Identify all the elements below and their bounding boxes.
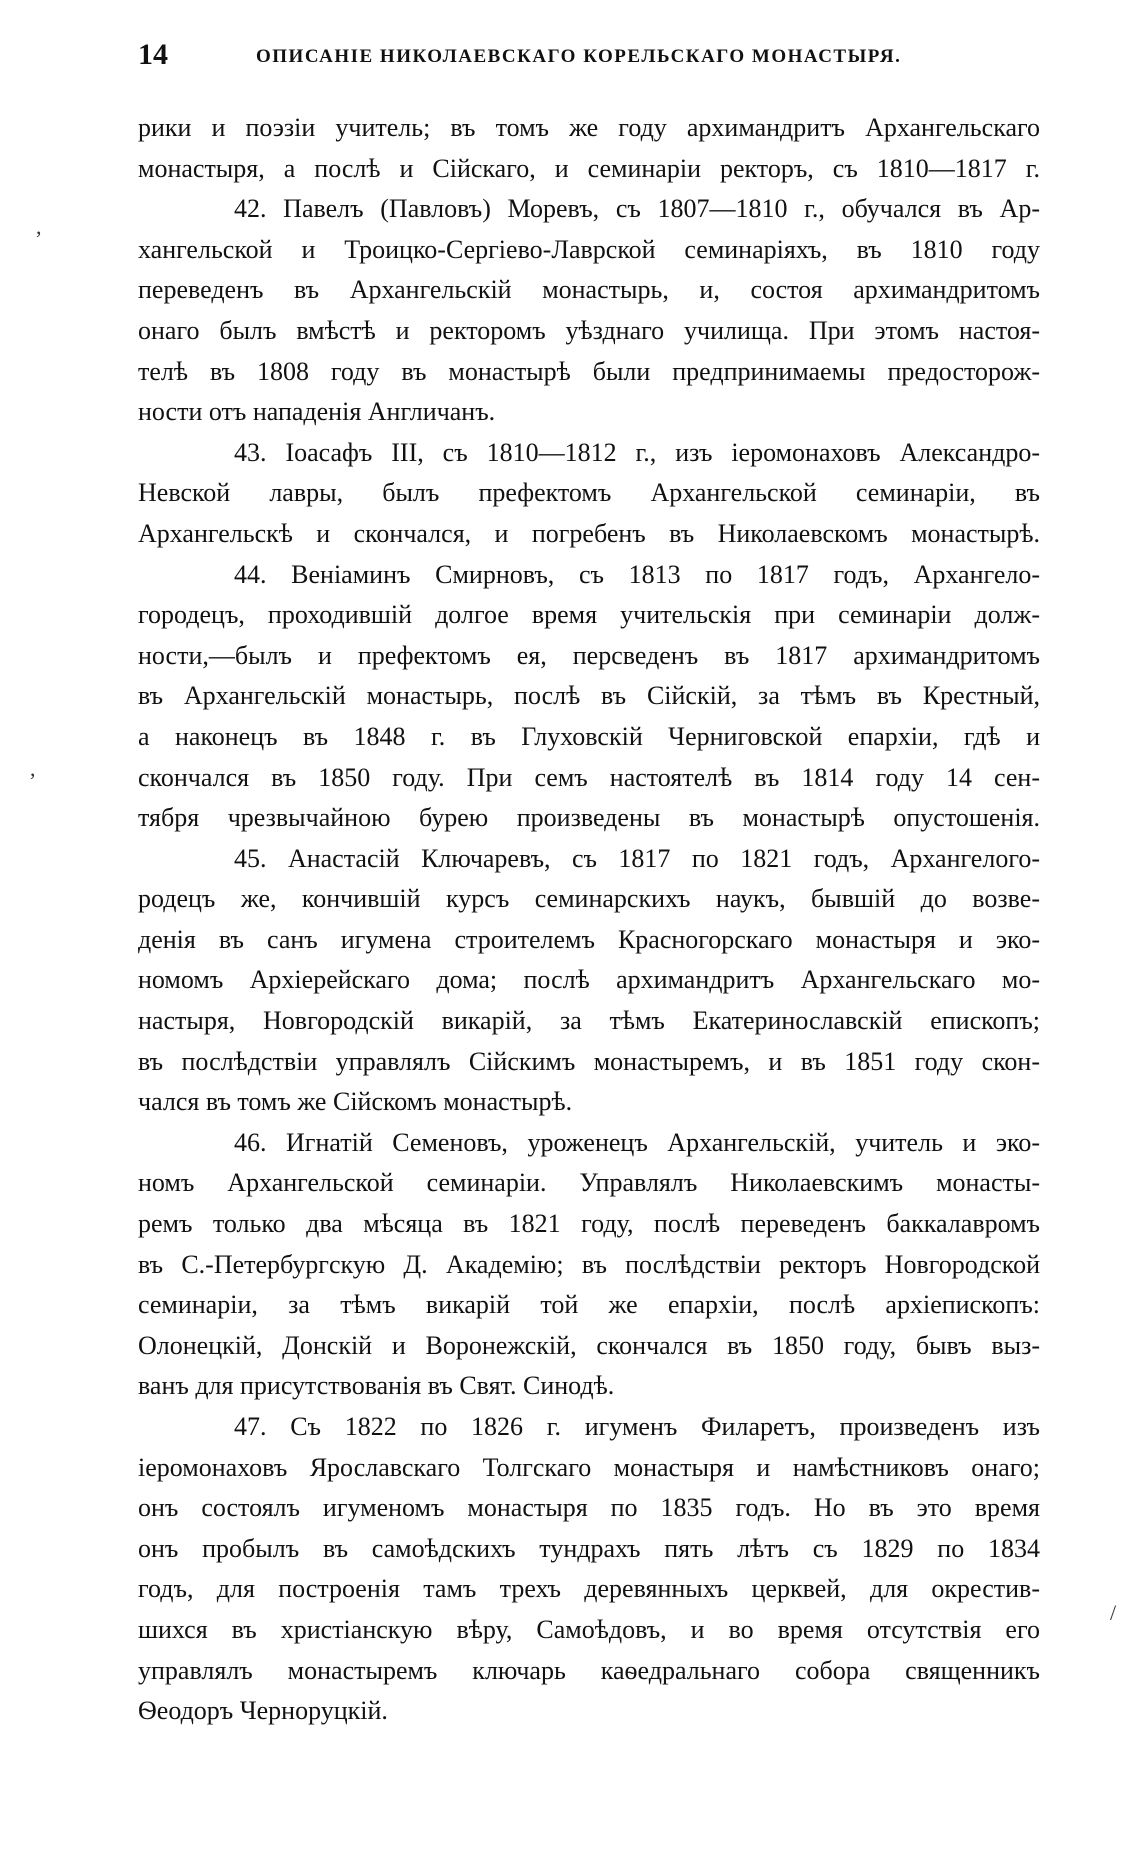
text-line: іеромонаховъ Ярославскаго Толгскаго монастыря и намѣстниковъ онаго; [138, 1452, 1040, 1482]
text-line: Олонецкій, Донскій и Воронежскій, скончался въ 1850 году, бывъ выз- [138, 1330, 1040, 1360]
text-line: 47. Съ 1822 по 1826 г. игуменъ Филаретъ, произведенъ изъ [234, 1412, 1040, 1441]
text-line: Невской лавры, былъ префектомъ Архангельской семинаріи, въ [138, 478, 1040, 508]
text-line: хангельской и Троицко-Сергіево-Лаврской семинаріяхъ, въ 1810 году [138, 234, 1040, 264]
text-line: номъ Архангельской семинаріи. Управлялъ Николаевскимъ монасты- [138, 1168, 1040, 1198]
text-line: ности,—былъ и префектомъ ея, перcведенъ въ 1817 архимандритомъ [138, 640, 1040, 670]
text-line: 45. Анастасій Ключаревъ, съ 1817 по 1821 годъ, Архангелого- [234, 843, 1040, 873]
margin-mark: , [30, 756, 36, 781]
running-title: ОПИСАНІЕ НИКОЛАЕВСКАГО КОРЕЛЬСКАГО МОНАСТЫРЯ. [256, 46, 902, 67]
text-line: ремъ только два мѣсяца въ 1821 году, послѣ переведенъ баккалавромъ [138, 1209, 1040, 1239]
text-line: ванъ для присутствованія въ Свят. Синодѣ. [138, 1371, 615, 1401]
page-number: 14 [138, 38, 168, 71]
text-line: телѣ въ 1808 году въ монастырѣ были предпринимаемы предосторож- [138, 356, 1040, 386]
margin-mark: , [36, 214, 42, 239]
text-line: монастыря, а послѣ и Сійскаго, и семинаріи ректоръ, съ 1810—1817 г. [138, 153, 1040, 183]
text-line: 43. Іоасафъ III, съ 1810—1812 г., изъ іеромонаховъ Александро- [234, 437, 1040, 467]
text-line: родецъ же, кончившій курсъ семинарскихъ наукъ, бывшій до возве- [138, 884, 1040, 914]
text-line: 44. Веніаминъ Смирновъ, съ 1813 по 1817 годъ, Архангело- [234, 559, 1040, 589]
text-line: скончался въ 1850 году. При семъ настоятелѣ въ 1814 году 14 сен- [138, 762, 1040, 792]
text-line: номомъ Архіерейскаго дома; послѣ архимандритъ Архангельскаго мо- [138, 965, 1040, 995]
text-line: рики и поэзіи учитель; въ томъ же году архимандритъ Архангельскаго [138, 113, 1040, 142]
text-line: ности отъ нападенія Англичанъ. [138, 397, 496, 427]
text-line: тября чрезвычайною бурею произведены въ монастырѣ опустошенія. [138, 803, 1040, 833]
text-line: онаго былъ вмѣстѣ и ректоромъ уѣзднаго училища. При этомъ настоя- [138, 315, 1040, 345]
text-line: годъ, для построенія тамъ трехъ деревянныхъ церквей, для окрестив- [138, 1574, 1040, 1604]
text-line: городецъ, проходившій долгое время учительскія при семинаріи долж- [138, 600, 1040, 630]
text-line: онъ состоялъ игуменомъ монастыря по 1835 годъ. Но въ это время [138, 1493, 1040, 1523]
text-line: Архангельскѣ и скончался, и погребенъ въ Николаевскомъ монастырѣ. [138, 518, 1040, 548]
text-line: чался въ томъ же Сійскомъ монастырѣ. [138, 1087, 573, 1117]
text-line: 42. Павелъ (Павловъ) Моревъ, съ 1807—1810 г., обучался въ Ар- [234, 194, 1040, 224]
body-text [138, 108, 1040, 1732]
text-line: онъ пробылъ въ самоѣдскихъ тундрахъ пять лѣтъ съ 1829 по 1834 [138, 1533, 1040, 1563]
text-line: а наконецъ въ 1848 г. въ Глуховскій Черниговской епархіи, гдѣ и [138, 721, 1040, 751]
text-line: 46. Игнатій Семеновъ, уроженецъ Архангельскій, учитель и эко- [234, 1127, 1040, 1157]
text-line: управлялъ монастыремъ ключарь каѳедральнаго собора священникъ [138, 1655, 1040, 1685]
page-header [138, 38, 1018, 78]
text-line: Ѳеодоръ Черноруцкій. [138, 1696, 388, 1726]
text-line: переведенъ въ Архангельскій монастырь, и, состоя архимандритомъ [138, 275, 1040, 305]
text-line: въ С.-Петербургскую Д. Академію; въ послѣдствіи ректоръ Новгородской [138, 1249, 1040, 1279]
text-line: шихся въ христіанскую вѣру, Самоѣдовъ, и во время отсутствія его [138, 1614, 1040, 1644]
text-line: въ послѣдствіи управлялъ Сійскимъ монастыремъ, и въ 1851 году скон- [138, 1046, 1040, 1076]
text-line: денія въ санъ игумена строителемъ Красногорскаго монастыря и эко- [138, 924, 1040, 954]
text-line: въ Архангельскій монастырь, послѣ въ Сійскій, за тѣмъ въ Крестный, [138, 681, 1040, 711]
margin-mark: / [1110, 1600, 1117, 1625]
text-line: настыря, Новгородскій викарій, за тѣмъ Екатеринославскій епископъ; [138, 1006, 1040, 1036]
text-line: семинаріи, за тѣмъ викарій той же епархіи, послѣ архіепископъ: [138, 1290, 1040, 1320]
